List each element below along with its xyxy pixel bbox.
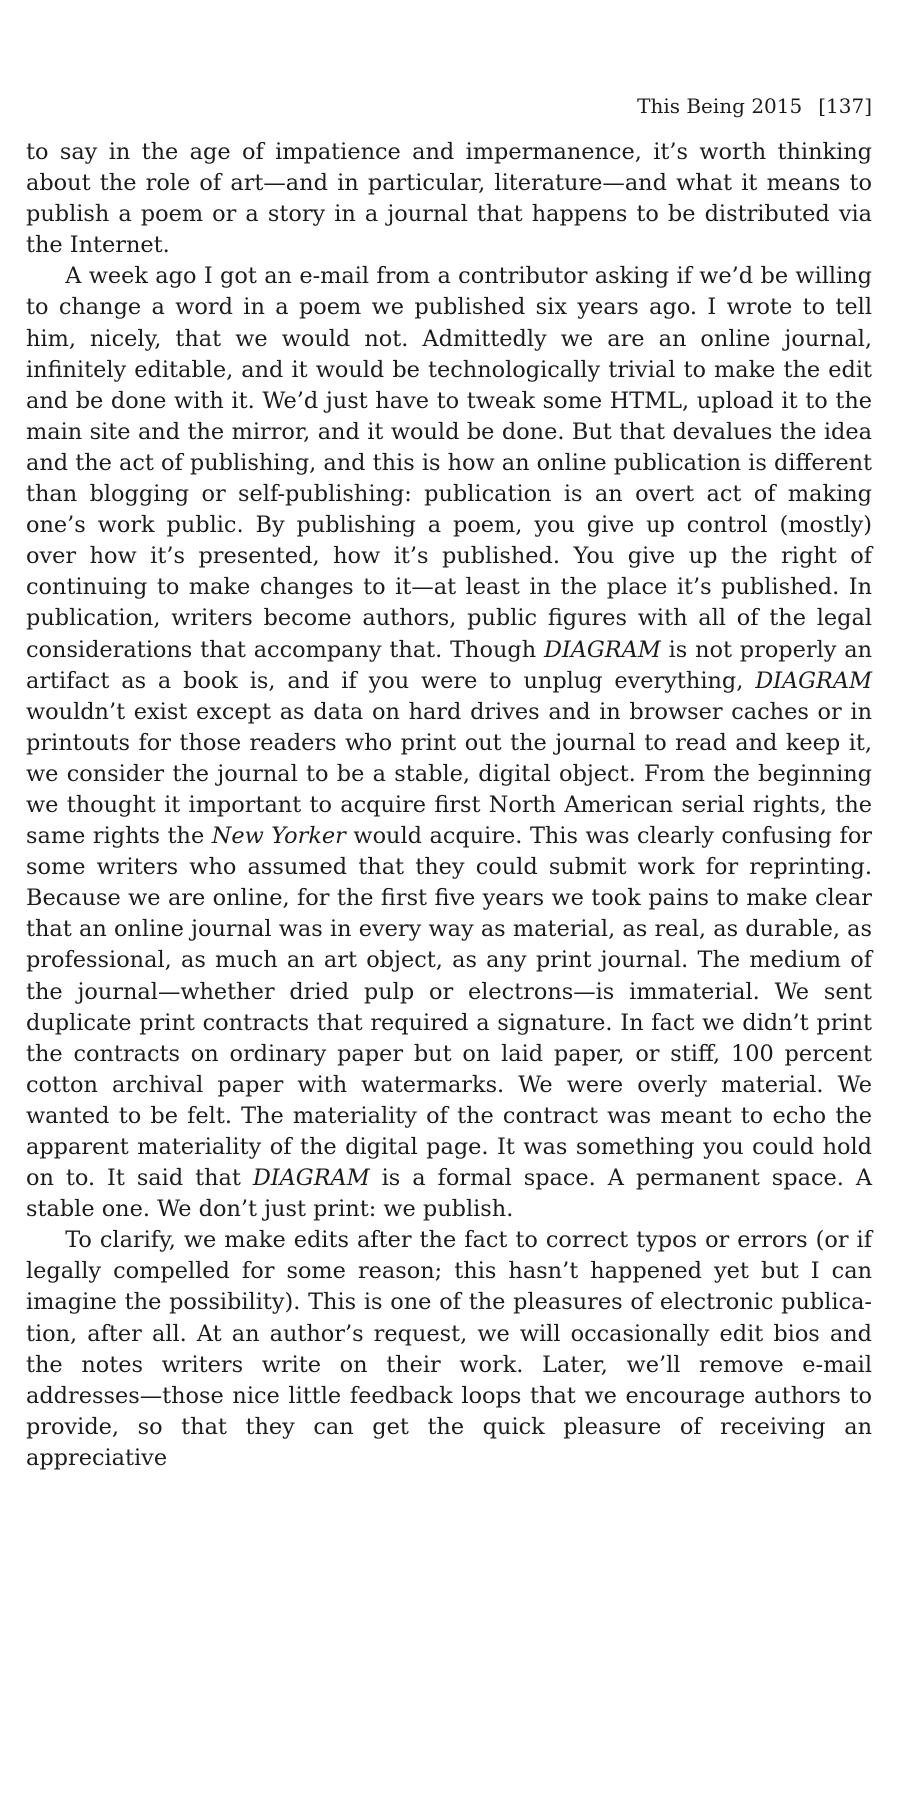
text-run: is a formal space. A permanent space. A stable one. We don’t just print: we publish. [26, 1165, 872, 1223]
italic-title: DIAGRAM [252, 1165, 370, 1192]
italic-title: New Yorker [211, 823, 346, 850]
text-run: is not properly an artifact as a book is, and if you were to unplug everything, [26, 636, 872, 694]
text-run: would acquire. This was clearly confusing for some writers who assumed that they could submit work for reprinting. Because we are online, for the first five years we took pains to make clear that an online journal was in every way as material, as real, as durable, as professional, as much an art object, as any print journal. The medium of the journal—whether dried pulp or electrons—is immaterial. We sent duplicate print contracts that required a signature. In fact we didn’t print the contracts on ordinary paper but on laid paper, or stiff, 100 percent cotton archival paper with watermarks. We were overly material. We wanted to be felt. The materiality of the contract was meant to echo the apparent materiality of the digital page. It was something you could hold on to. It said that [26, 823, 872, 1192]
italic-title: DIAGRAM [755, 667, 872, 694]
body-text [26, 137, 872, 1474]
page-number: [137] [818, 94, 872, 118]
paragraph [26, 137, 872, 261]
paragraph [26, 261, 872, 1225]
running-head [637, 93, 872, 119]
text-run: to say in the age of impatience and impermanence, it’s worth thinking about the role of art—and in particular, literature—and what it means to publish a poem or a story in a journal that happens to be distributed via the Internet. [26, 139, 872, 259]
paragraph [26, 1225, 872, 1474]
running-head-title: This Being 2015 [637, 94, 803, 118]
italic-title: DIAGRAM [543, 636, 661, 663]
text-run: A week ago I got an e-mail from a contributor asking if we’d be willing to change a word in a poem we published six years ago. I wrote to tell him, nicely, that we would not. Admittedly we are an online journal, infinitely editable, and it would be technologically trivial to make the edit and be done with it. We’d just have to tweak some HTML, upload it to the main site and the mirror, and it would be done. But that devalues the idea and the act of publishing, and this is how an online publication is different than blogging or self-publishing: publication is an overt act of making one’s work public. By publishing a poem, you give up control (mostly) over how it’s presented, how it’s published. You give up the right of continuing to make changes to it—at least in the place it’s published. In publication, writers become authors, public figures with all of the legal considerations that accompany that. Though [26, 263, 872, 663]
text-run: To clarify, we make edits after the fact to correct typos or errors (or if legally compelled for some reason; this hasn’t happened yet but I can imagine the possibility). This is one of the pleasures of electronic publication, after all. At an author’s request, we will occasionally edit bios and the notes writers write on their work. Later, we’ll remove e-mail addresses—those nice little feedback loops that we encourage authors to provide, so that they can get the quick pleasure of receiving an appreciative [26, 1227, 872, 1471]
text-run: wouldn’t exist except as data on hard drives and in browser caches or in printouts for those readers who print out the journal to read and keep it, we consider the journal to be a stable, digital object. From the beginning we thought it important to acquire first North American serial rights, the same rights the [26, 698, 872, 850]
